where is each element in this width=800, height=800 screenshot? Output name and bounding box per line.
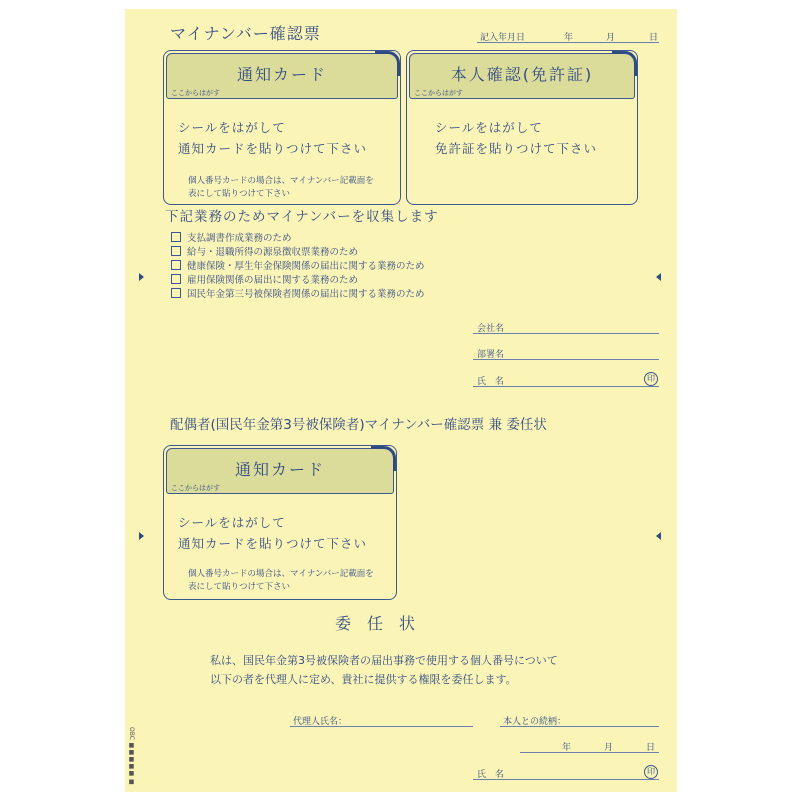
date-year: 年 [564,33,574,43]
proxy-date-year: 年 [562,743,572,753]
license-card-header [409,53,635,99]
department-label: 部署名 [477,350,505,360]
form-code: OBC ■■■■■ ■ [128,727,135,786]
form-title: マイナンバー確認票 [170,24,321,43]
spouse-instruction-2: 通知カードを貼りつけて下さい [178,536,368,551]
date-month: 月 [606,33,616,43]
date-label: 記入年月日 [480,33,526,43]
company-name-label: 会社名 [477,324,505,334]
license-card-box[interactable] [406,50,638,205]
proxy-name-field[interactable] [473,779,659,780]
license-instruction-2: 免許証を貼りつけて下さい [435,141,598,156]
checkbox[interactable] [171,274,181,284]
checklist-label: 健康保険・厚生年金保険関係の届出に関する業務のため [187,261,425,272]
checklist-item[interactable] [171,286,425,300]
checklist-item[interactable] [171,272,425,286]
checklist-item[interactable] [171,230,425,244]
company-name-field[interactable] [473,333,659,334]
agent-name-label: 代理人氏名： [293,717,348,727]
department-field[interactable] [473,359,659,360]
proxy-title: 委 任 状 [335,614,416,633]
notice-card-box[interactable] [163,50,401,205]
proxy-date-field[interactable] [520,752,659,753]
checklist-item[interactable] [171,244,425,258]
fold-marker-right [656,532,661,540]
checklist-label: 給与・退職所得の源泉徴収票業務のため [187,247,359,258]
fold-marker-left [139,273,144,281]
card-instruction-1: シールをはがして [178,120,286,135]
date-underline [477,42,659,43]
checkbox[interactable] [171,288,181,298]
spouse-note-2: 表にして貼りつけて下さい [188,582,291,592]
card-note-1: 個人番号カードの場合は、マイナンバー記載面を [188,176,374,186]
relation-label: 本人との続柄： [503,717,567,727]
form-sheet [125,9,677,792]
license-instruction-1: シールをはがして [435,120,543,135]
notice-card-title: 通知カード [236,65,327,84]
proxy-date-month: 月 [604,743,614,753]
proxy-text-2: 以下の者を代理人に定め、貴社に提供する権限を委任します。 [210,673,517,686]
fold-marker-left [139,532,144,540]
checklist-item[interactable] [171,258,425,272]
purpose-checklist [171,230,425,300]
checkbox[interactable] [171,232,181,242]
fold-marker-right [656,273,661,281]
proxy-date-day: 日 [646,743,656,753]
spouse-instruction-1: シールをはがして [178,515,286,530]
proxy-seal-mark: 印 [644,765,658,779]
checkbox[interactable] [171,260,181,270]
checkbox[interactable] [171,246,181,256]
checklist-label: 支払調書作成業務のため [187,233,292,244]
card-note-2: 表にして貼りつけて下さい [188,189,291,199]
date-day: 日 [649,33,659,43]
purpose-heading: 下記業務のためマイナンバーを収集します [165,209,439,225]
checklist-label: 雇用保険関係の届出に関する業務のため [187,275,359,286]
spouse-card-header [166,448,394,494]
proxy-name-label: 氏 名 [477,770,505,780]
notice-card-header [166,53,398,99]
peel-here-label: ここからはがす [171,89,220,97]
agent-name-field[interactable] [290,726,473,727]
relation-field[interactable] [500,726,659,727]
spouse-note-1: 個人番号カードの場合は、マイナンバー記載面を [188,569,374,579]
name-field[interactable] [473,386,659,387]
checklist-label: 国民年金第三号被保険者関係の届出に関する業務のため [187,289,425,300]
name-label: 氏 名 [477,377,505,387]
seal-mark: 印 [644,372,658,386]
card-instruction-2: 通知カードを貼りつけて下さい [178,141,368,156]
spouse-heading: 配偶者(国民年金第3号被保険者)マイナンバー確認票 兼 委任状 [170,417,547,433]
peel-here-label: ここからはがす [171,484,220,492]
proxy-text-1: 私は、国民年金第3号被保険者の届出事務で使用する個人番号について [210,654,558,667]
peel-here-label: ここからはがす [414,89,463,97]
license-card-title: 本人確認(免許証) [450,65,594,84]
spouse-card-title: 通知カード [234,460,325,479]
spouse-notice-card-box[interactable] [163,445,397,600]
